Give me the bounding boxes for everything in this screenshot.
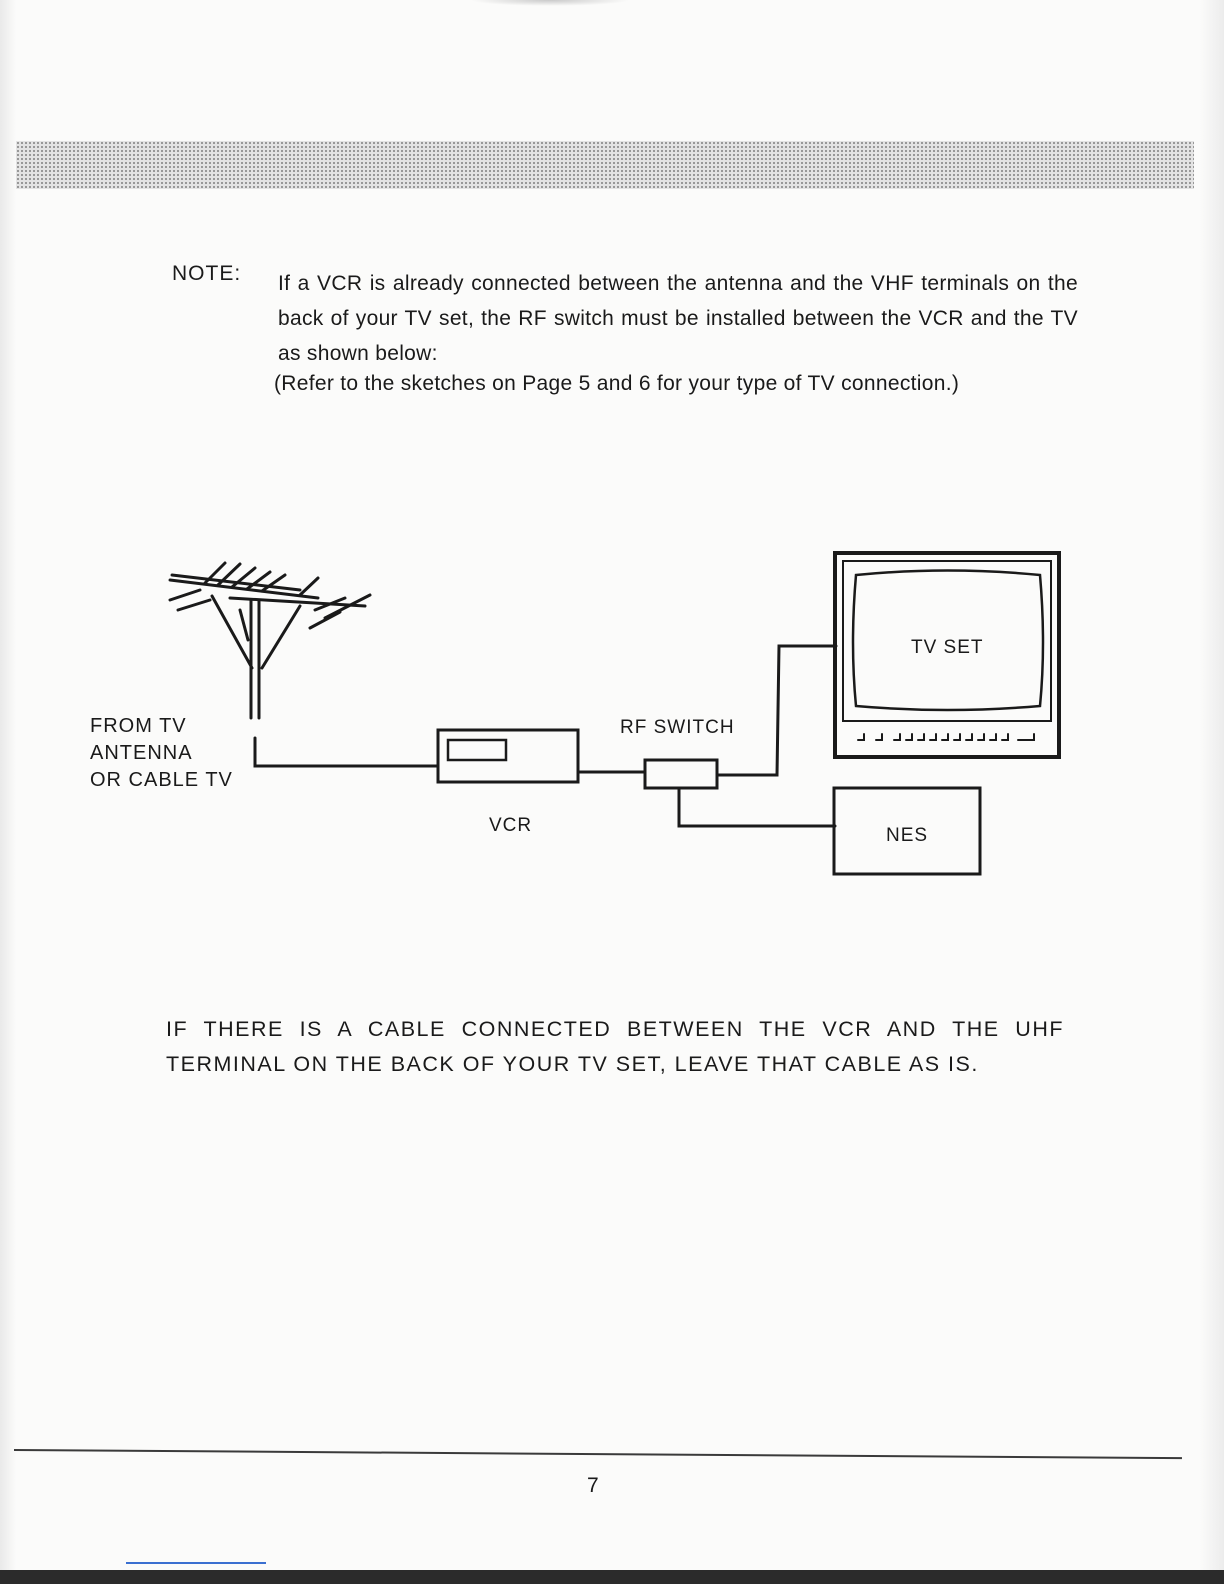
- rf-switch-label: RF SWITCH: [620, 717, 735, 738]
- note-label: NOTE:: [172, 262, 242, 285]
- uhf-cable-note: IF THERE IS A CABLE CONNECTED BETWEEN THE VCR AND THE UHF TERMINAL ON THE BACK OF YOUR TV SET, LEAVE THAT CABLE AS IS.: [166, 1017, 1064, 1076]
- tv-set-label: TV SET: [911, 637, 984, 658]
- rf-switch-icon: [645, 760, 717, 788]
- source-label-line: ANTENNA: [90, 742, 193, 764]
- scan-blue-mark: [126, 1562, 266, 1564]
- scan-bottom-bar: [0, 1570, 1224, 1584]
- rf-tv-cable: [717, 646, 836, 775]
- note-reference: (Refer to the sketches on Page 5 and 6 for your type of TV connection.): [274, 372, 960, 395]
- source-label-line: FROM TV: [90, 715, 187, 737]
- page-number: 7: [587, 1474, 599, 1497]
- note-text: If a VCR is already connected between the antenna and the VHF terminals on the back of your TV set, the RF switch must be installed between the VCR and the TV as shown below:: [278, 272, 1078, 365]
- source-label: [90, 713, 233, 794]
- source-label-line: OR CABLE TV: [90, 769, 233, 791]
- vcr-label: VCR: [489, 815, 533, 836]
- antenna-cable: [255, 738, 438, 766]
- rf-nes-cable: [679, 788, 835, 826]
- antenna-icon: [170, 563, 370, 718]
- nes-label: NES: [886, 825, 929, 846]
- vcr-icon: [438, 730, 578, 782]
